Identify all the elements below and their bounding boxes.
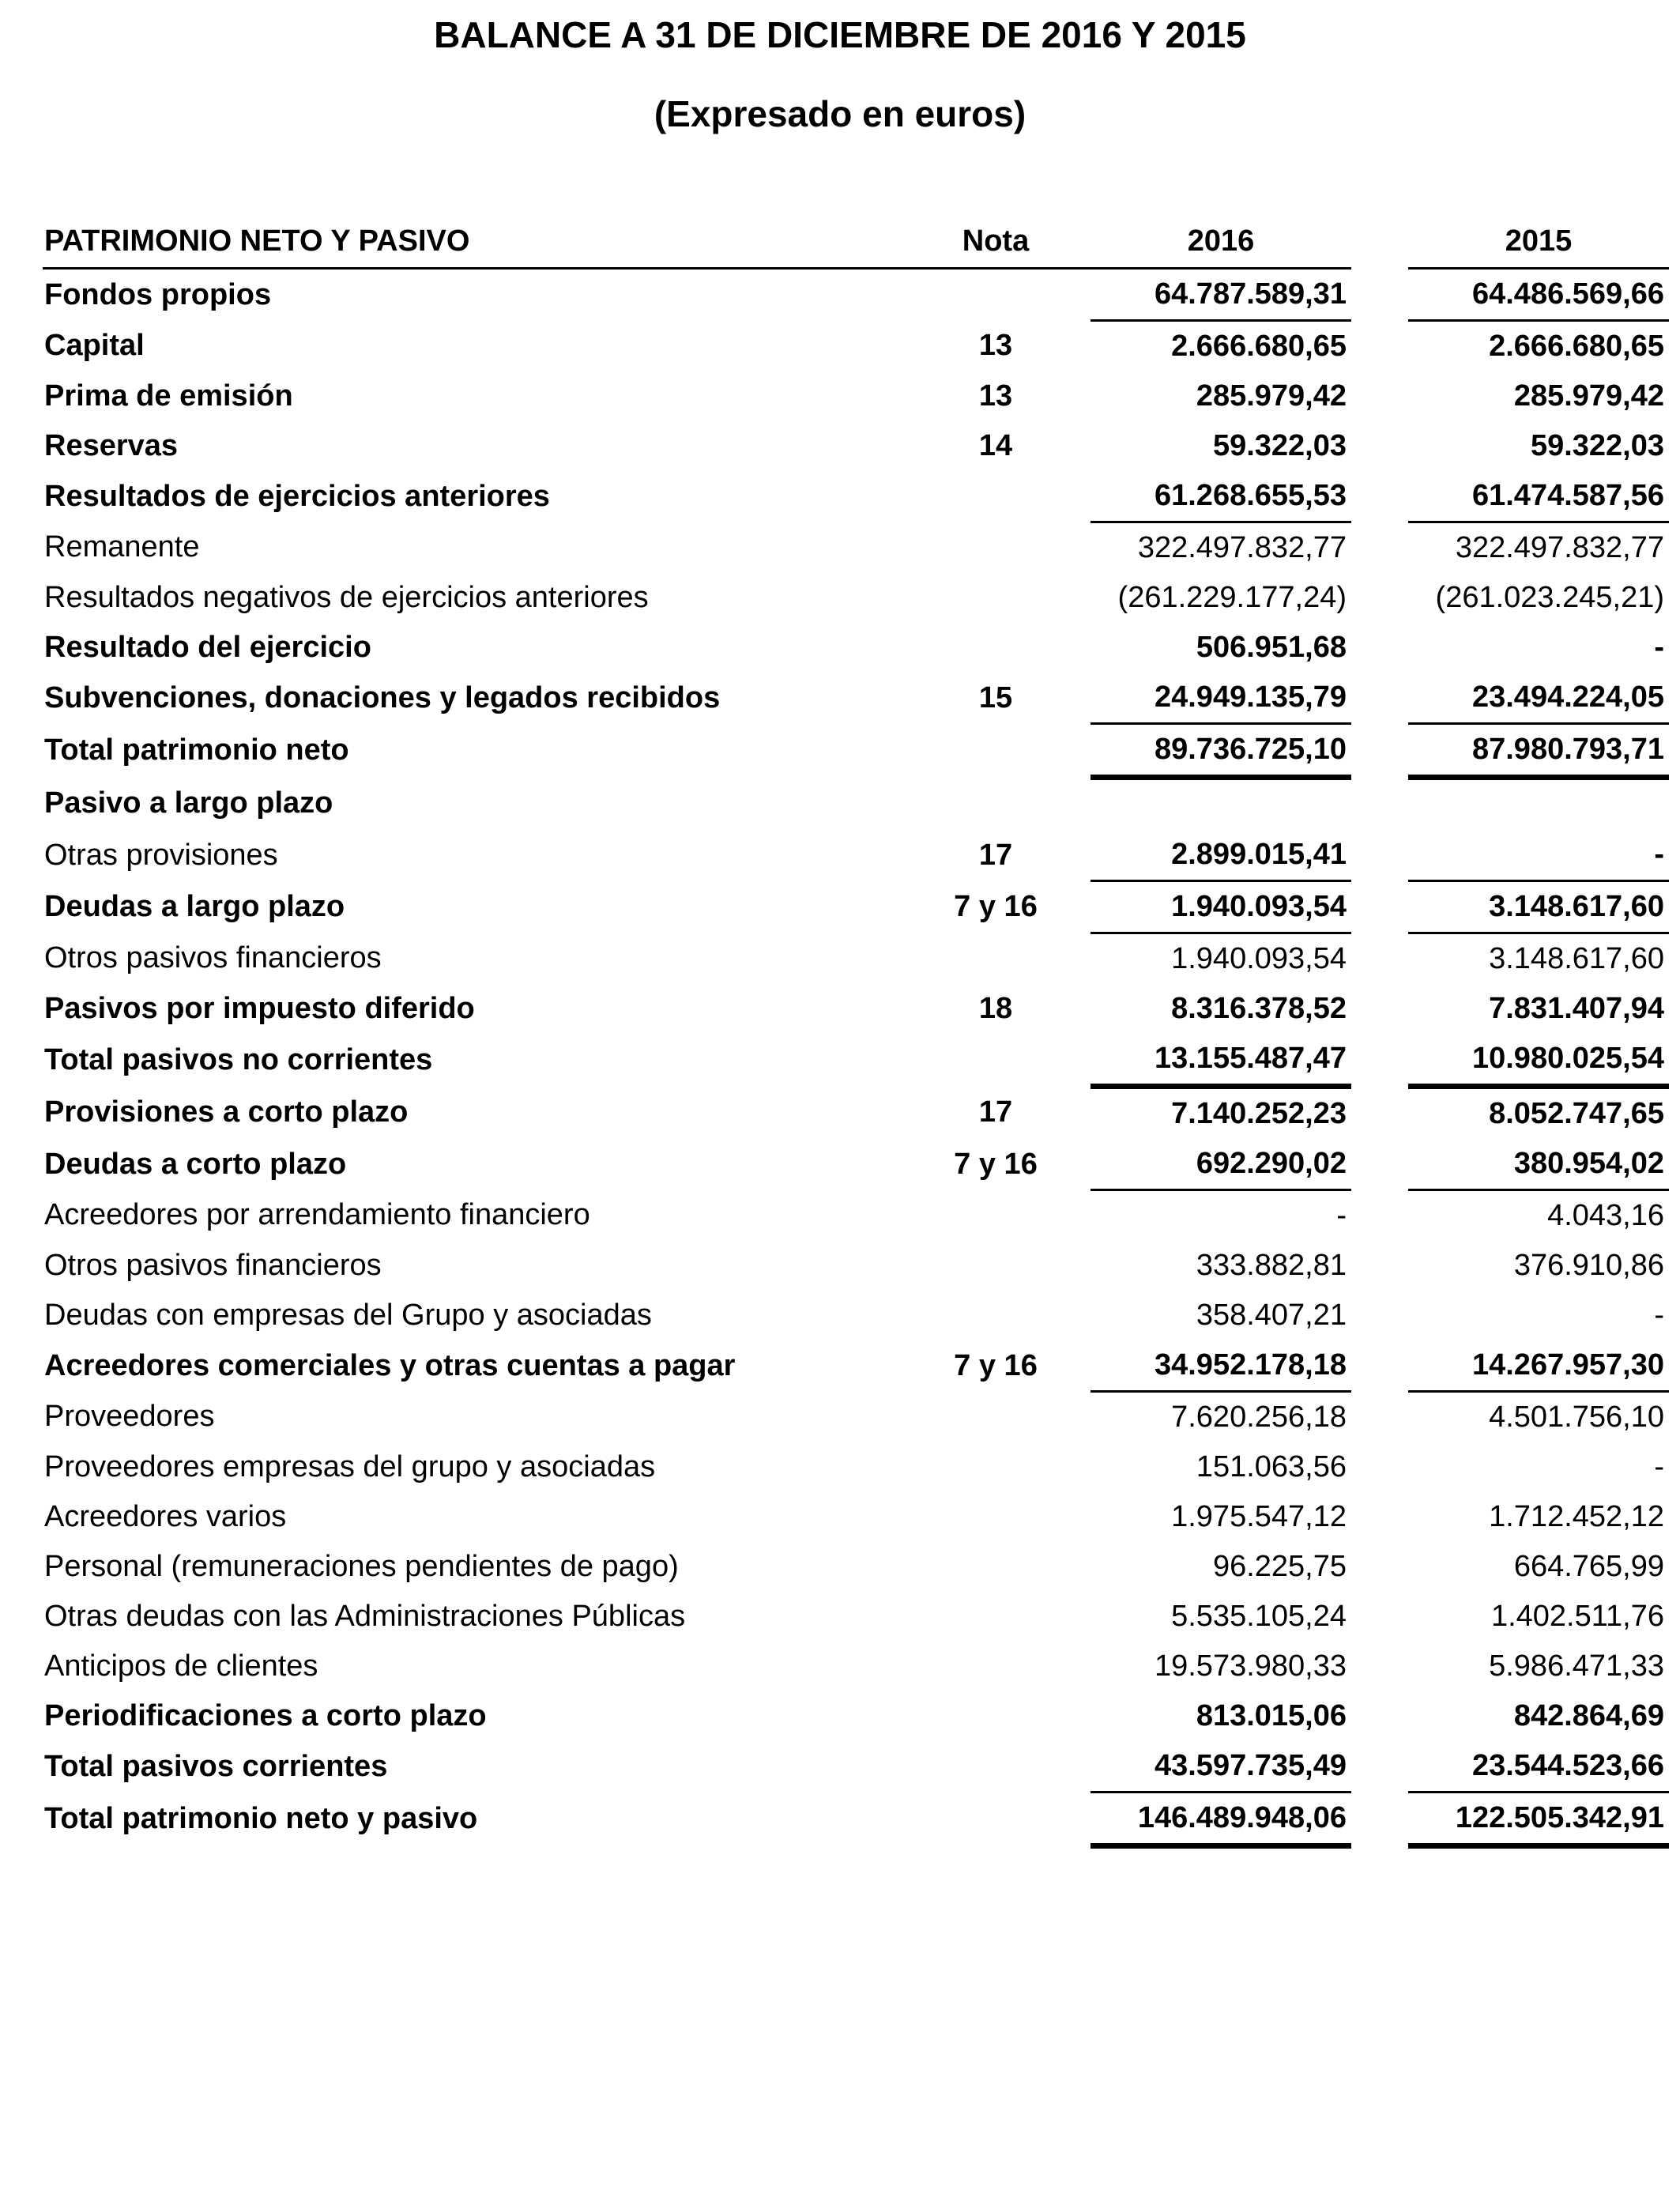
- value-2015: 87.980.793,71: [1408, 724, 1669, 778]
- table-row: [43, 1542, 1669, 1592]
- column-gap: [1351, 623, 1408, 673]
- table-row: [43, 1592, 1669, 1642]
- column-gap: [1351, 1392, 1408, 1443]
- value-2016: 285.979,42: [1196, 379, 1347, 413]
- value-2015: -: [1408, 830, 1669, 881]
- column-gap: [1351, 215, 1408, 269]
- value-2016: 43.597.735,49: [1090, 1741, 1351, 1793]
- column-gap: [1351, 573, 1408, 623]
- row-label: Otras deudas con las Administraciones Públicas: [44, 1600, 686, 1633]
- column-gap: [1351, 1592, 1408, 1642]
- row-label: Acreedores varios: [44, 1500, 287, 1533]
- balance-table: [43, 215, 1669, 1849]
- value-2015: 1.712.452,12: [1489, 1500, 1664, 1533]
- row-label: Resultado del ejercicio: [44, 631, 371, 664]
- value-2016: 1.975.547,12: [1171, 1500, 1347, 1533]
- row-label: Prima de emisión: [44, 379, 293, 413]
- value-2016: 34.952.178,18: [1090, 1340, 1351, 1392]
- row-nota: [901, 1741, 1090, 1793]
- value-2015: 10.980.025,54: [1408, 1034, 1669, 1087]
- value-2015: 64.486.569,66: [1408, 269, 1669, 321]
- value-2016: 358.407,21: [1196, 1299, 1347, 1332]
- row-label: Provisiones a corto plazo: [44, 1095, 409, 1129]
- value-2015: 14.267.957,30: [1408, 1340, 1669, 1392]
- column-gap: [1351, 1190, 1408, 1242]
- document-subtitle: (Expresado en euros): [654, 93, 1026, 134]
- column-gap: [1351, 1340, 1408, 1392]
- table-row: [43, 1492, 1669, 1542]
- column-gap: [1351, 1034, 1408, 1087]
- column-gap: [1351, 1793, 1408, 1846]
- column-gap: [1351, 830, 1408, 881]
- header-2016: 2016: [1090, 215, 1351, 269]
- row-nota: [901, 1241, 1090, 1291]
- column-gap: [1351, 984, 1408, 1034]
- row-nota: [901, 623, 1090, 673]
- value-2015: [1408, 778, 1669, 831]
- column-gap: [1351, 1291, 1408, 1340]
- value-2015: 3.148.617,60: [1489, 942, 1664, 975]
- value-2015: 4.501.756,10: [1489, 1400, 1664, 1434]
- row-label: Proveedores empresas del grupo y asociadas: [44, 1450, 656, 1483]
- value-2015: 23.494.224,05: [1408, 673, 1669, 724]
- column-gap: [1351, 1542, 1408, 1592]
- table-row: [43, 1087, 1669, 1140]
- value-2015: 8.052.747,65: [1489, 1097, 1664, 1130]
- value-2016: 8.316.378,52: [1171, 992, 1347, 1025]
- row-nota: [901, 1492, 1090, 1542]
- table-row: [43, 371, 1669, 421]
- header-2015: 2015: [1408, 215, 1669, 269]
- row-label: Periodificaciones a corto plazo: [44, 1699, 487, 1732]
- row-nota: [901, 1793, 1090, 1846]
- table-row: [43, 1392, 1669, 1443]
- row-label: Deudas a corto plazo: [44, 1147, 347, 1181]
- table-row: [43, 881, 1669, 933]
- value-2015: (261.023.245,21): [1435, 581, 1664, 614]
- row-nota: [901, 1442, 1090, 1492]
- column-gap: [1351, 1741, 1408, 1793]
- row-nota: [901, 1691, 1090, 1741]
- row-nota: 17: [978, 1095, 1013, 1129]
- column-gap: [1351, 1442, 1408, 1492]
- row-label: Total pasivos corrientes: [44, 1749, 388, 1783]
- row-nota: [901, 1291, 1090, 1340]
- value-2016: 322.497.832,77: [1137, 531, 1347, 564]
- value-2016: 692.290,02: [1090, 1139, 1351, 1190]
- row-nota: 13: [978, 329, 1013, 363]
- table-row: [43, 933, 1669, 985]
- row-label: Acreedores por arrendamiento financiero: [44, 1198, 590, 1232]
- row-nota: 13: [978, 379, 1013, 413]
- value-2016: 1.940.093,54: [1090, 881, 1351, 933]
- value-2016: 64.787.589,31: [1090, 269, 1351, 321]
- table-row: [43, 1691, 1669, 1741]
- value-2016: 59.322,03: [1212, 429, 1347, 462]
- value-2015: 5.986.471,33: [1489, 1649, 1664, 1683]
- value-2015: 61.474.587,56: [1408, 471, 1669, 522]
- row-nota: 7 y 16: [954, 1348, 1038, 1382]
- table-row: [43, 1291, 1669, 1340]
- value-2016: 333.882,81: [1196, 1249, 1347, 1282]
- table-row: [43, 321, 1669, 372]
- value-2015: 4.043,16: [1547, 1199, 1664, 1232]
- row-label: Deudas a largo plazo: [44, 890, 345, 923]
- row-nota: [901, 573, 1090, 623]
- row-label: Remanente: [44, 530, 200, 564]
- value-2015: 285.979,42: [1513, 379, 1664, 413]
- table-row: [43, 471, 1669, 522]
- column-gap: [1351, 371, 1408, 421]
- column-gap: [1351, 1241, 1408, 1291]
- value-2015: 7.831.407,94: [1489, 992, 1664, 1025]
- column-gap: [1351, 673, 1408, 724]
- table-row: [43, 623, 1669, 673]
- table-row: [43, 573, 1669, 623]
- table-header-row: [43, 215, 1669, 269]
- row-nota: 7 y 16: [954, 1147, 1038, 1181]
- row-label: Reservas: [44, 429, 179, 462]
- row-label: Otros pasivos financieros: [44, 1249, 382, 1282]
- value-2016: 96.225,75: [1212, 1550, 1347, 1583]
- row-nota: 14: [978, 429, 1013, 462]
- row-label: Subvenciones, donaciones y legados recibidos: [44, 680, 721, 714]
- table-row: [43, 984, 1669, 1034]
- row-label: Resultados negativos de ejercicios anteriores: [44, 581, 649, 614]
- row-nota: [901, 933, 1090, 985]
- value-2016: -: [1336, 1199, 1347, 1232]
- row-label: Otros pasivos financieros: [44, 941, 382, 975]
- column-gap: [1351, 778, 1408, 831]
- value-2016: (261.229.177,24): [1117, 581, 1347, 614]
- column-gap: [1351, 269, 1408, 321]
- row-label: Total patrimonio neto y pasivo: [44, 1802, 478, 1835]
- column-gap: [1351, 1492, 1408, 1542]
- table-row: [43, 522, 1669, 574]
- table-row: [43, 778, 1669, 831]
- table-row: [43, 1442, 1669, 1492]
- value-2015: 842.864,69: [1513, 1699, 1664, 1732]
- value-2016: 24.949.135,79: [1090, 673, 1351, 724]
- value-2016: 2.666.680,65: [1171, 330, 1347, 363]
- row-nota: 7 y 16: [954, 890, 1038, 923]
- value-2015: 23.544.523,66: [1408, 1741, 1669, 1793]
- value-2015: 380.954,02: [1408, 1139, 1669, 1190]
- value-2016: 1.940.093,54: [1171, 942, 1347, 975]
- value-2015: -: [1654, 1299, 1664, 1332]
- table-row: [43, 1642, 1669, 1691]
- row-nota: [901, 1392, 1090, 1443]
- row-nota: 18: [978, 992, 1013, 1025]
- value-2016: 146.489.948,06: [1090, 1793, 1351, 1846]
- table-row: [43, 1190, 1669, 1242]
- value-2016: 89.736.725,10: [1090, 724, 1351, 778]
- row-nota: [901, 269, 1090, 321]
- value-2015: 376.910,86: [1513, 1249, 1664, 1282]
- value-2015: 664.765,99: [1513, 1550, 1664, 1583]
- column-gap: [1351, 522, 1408, 574]
- row-nota: [901, 1034, 1090, 1087]
- column-gap: [1351, 471, 1408, 522]
- value-2016: 151.063,56: [1196, 1450, 1347, 1483]
- table-row: [43, 830, 1669, 881]
- table-row: [43, 421, 1669, 471]
- row-nota: [901, 778, 1090, 831]
- column-gap: [1351, 1087, 1408, 1140]
- row-label: Proveedores: [44, 1400, 215, 1434]
- value-2015: -: [1654, 631, 1664, 664]
- value-2015: 1.402.511,76: [1490, 1600, 1664, 1633]
- table-row: [43, 724, 1669, 778]
- column-gap: [1351, 421, 1408, 471]
- table-row: [43, 673, 1669, 724]
- row-label: Acreedores comerciales y otras cuentas a pagar: [44, 1348, 736, 1382]
- row-nota: [901, 1542, 1090, 1592]
- column-gap: [1351, 321, 1408, 372]
- document-title: BALANCE A 31 DE DICIEMBRE DE 2016 Y 2015: [434, 14, 1246, 55]
- value-2015: 3.148.617,60: [1408, 881, 1669, 933]
- row-label: Capital: [44, 329, 145, 363]
- row-label: Anticipos de clientes: [44, 1649, 318, 1683]
- table-row: [43, 1741, 1669, 1793]
- value-2016: 7.620.256,18: [1171, 1400, 1347, 1434]
- row-nota: [901, 1592, 1090, 1642]
- value-2016: 2.899.015,41: [1090, 830, 1351, 881]
- value-2016: 61.268.655,53: [1090, 471, 1351, 522]
- value-2015: 322.497.832,77: [1455, 531, 1664, 564]
- table-row: [43, 1139, 1669, 1190]
- value-2015: 2.666.680,65: [1489, 330, 1664, 363]
- value-2016: 19.573.980,33: [1154, 1649, 1347, 1683]
- column-gap: [1351, 1642, 1408, 1691]
- table-row: [43, 269, 1669, 321]
- table-row: [43, 1241, 1669, 1291]
- header-label: PATRIMONIO NETO Y PASIVO: [43, 215, 901, 269]
- row-label: Personal (remuneraciones pendientes de pago): [44, 1550, 679, 1583]
- value-2016: 5.535.105,24: [1171, 1600, 1347, 1633]
- row-nota: [901, 471, 1090, 522]
- header-nota: Nota: [901, 215, 1090, 269]
- row-label: Total patrimonio neto: [44, 733, 349, 767]
- row-nota: [901, 1190, 1090, 1242]
- column-gap: [1351, 1139, 1408, 1190]
- row-label: Total pasivos no corrientes: [44, 1042, 433, 1076]
- value-2016: 7.140.252,23: [1171, 1097, 1347, 1130]
- value-2016: 506.951,68: [1196, 631, 1347, 664]
- value-2015: 59.322,03: [1530, 429, 1664, 462]
- column-gap: [1351, 1691, 1408, 1741]
- row-nota: [901, 522, 1090, 574]
- row-nota: 17: [978, 838, 1013, 872]
- value-2016: [1090, 778, 1351, 831]
- value-2016: 813.015,06: [1196, 1699, 1347, 1732]
- row-label: Otras provisiones: [44, 838, 278, 872]
- row-nota: 15: [978, 680, 1013, 714]
- table-row: [43, 1340, 1669, 1392]
- row-nota: [901, 724, 1090, 778]
- column-gap: [1351, 881, 1408, 933]
- value-2015: -: [1654, 1450, 1664, 1483]
- row-nota: [901, 1642, 1090, 1691]
- row-label: Pasivo a largo plazo: [44, 786, 333, 820]
- value-2016: 13.155.487,47: [1090, 1034, 1351, 1087]
- table-row: [43, 1034, 1669, 1087]
- value-2015: 122.505.342,91: [1408, 1793, 1669, 1846]
- column-gap: [1351, 933, 1408, 985]
- column-gap: [1351, 724, 1408, 778]
- row-label: Pasivos por impuesto diferido: [44, 992, 475, 1025]
- row-label: Resultados de ejercicios anteriores: [44, 479, 550, 513]
- row-label: Fondos propios: [44, 277, 272, 311]
- table-row: [43, 1793, 1669, 1846]
- row-label: Deudas con empresas del Grupo y asociadas: [44, 1299, 652, 1332]
